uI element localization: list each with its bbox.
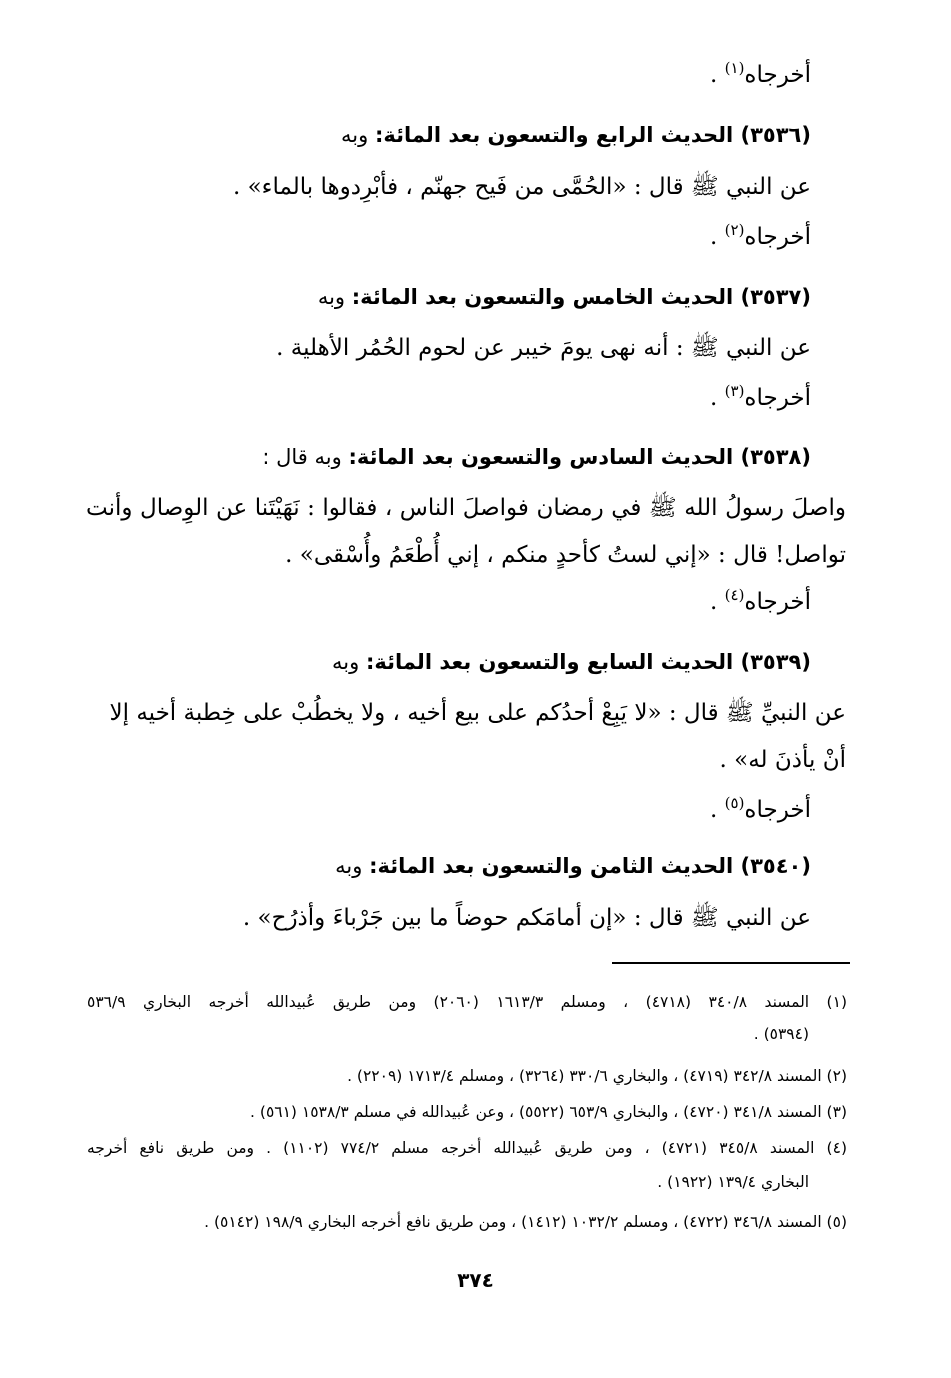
footnote-ref: (٢) <box>724 221 745 239</box>
hadith-heading-title: (٣٥٤٠) الحديث الثامن والتسعون بعد المائة: <box>369 854 811 878</box>
hadith-heading-tail: وبه <box>335 854 370 878</box>
hadith-text: عن النبي ﷺ : أنه نهى يومَ خيبر عن لحوم الحُمُر الأهلية . <box>276 335 811 361</box>
hadith-text-line2: أنْ يأذنَ له» . <box>719 747 846 773</box>
hadith-heading-title: (٣٥٣٩) الحديث السابع والتسعون بعد المائة: <box>365 650 811 674</box>
takhrij-dot: . <box>710 385 725 411</box>
takhrij-dot: . <box>710 797 725 823</box>
takhrij-line <box>0 585 951 619</box>
hadith-heading <box>0 280 951 314</box>
takhrij-dot: . <box>710 224 725 250</box>
hadith-heading <box>0 440 951 474</box>
takhrij-text: أخرجاه <box>744 224 811 250</box>
hadith-text-line1: واصلَ رسولُ الله ﷺ في رمضان فواصلَ الناس ، فقالوا : نَهَيْتَنا عن الوِصال وأنت <box>86 495 846 521</box>
takhrij-text: أخرجاه <box>744 797 811 823</box>
footnote-5: (٥) المسند ٣٤٦/٨ (٤٧٢٢) ، ومسلم ١٠٣٢/٢ (١٤١٢) ، ومن طريق نافع أخرجه البخاري ١٩٨/٩ (٥١٤٢) . <box>204 1213 847 1231</box>
page-number: ٣٧٤ <box>457 1268 494 1292</box>
takhrij-line <box>0 793 951 827</box>
takhrij-dot: . <box>710 589 725 615</box>
hadith-text: عن النبي ﷺ قال : «إن أمامَكم حوضاً ما بين جَرْباءَ وأذرُح» . <box>242 905 811 931</box>
footnote-ref: (٥) <box>724 794 745 812</box>
hadith-heading-tail: وبه <box>332 650 366 674</box>
hadith-heading <box>0 118 951 152</box>
hadith-heading-title: (٣٥٣٧) الحديث الخامس والتسعون بعد المائة: <box>351 285 811 309</box>
footnote-1-line2: (٥٣٩٤) . <box>753 1025 809 1043</box>
footnote-ref: (٣) <box>724 382 745 400</box>
footnote-4-line1: (٤) المسند ٣٤٥/٨ (٤٧٢١) ، ومن طريق عُبيدالله أخرجه مسلم ٧٧٤/٢ (١١٠٢) . ومن طريق نافع أخرجه <box>87 1139 847 1157</box>
hadith-text-line1 <box>86 696 846 730</box>
takhrij-text: أخرجاه <box>744 385 811 411</box>
footnote-4-line2: البخاري ١٣٩/٤ (١٩٢٢) . <box>657 1173 809 1191</box>
hadith-heading-title: (٣٥٣٦) الحديث الرابع والتسعون بعد المائة: <box>374 123 811 147</box>
takhrij-text: أخرجاه <box>744 589 811 615</box>
hadith-text: عن النبي ﷺ قال : «الحُمَّى من فَيح جهنّم ، فأبْرِدوها بالماء» . <box>232 174 811 200</box>
hadith-heading <box>0 645 951 679</box>
footnote-3: (٣) المسند ٣٤١/٨ (٤٧٢٠) ، والبخاري ٦٥٣/٩ (٥٥٢٢) ، وعن عُبيدالله في مسلم ١٥٣٨/٣ (٥٦١) . <box>250 1103 847 1121</box>
hadith-heading-tail: وبه قال : <box>262 445 349 469</box>
footnote-ref: (٤) <box>724 586 745 604</box>
takhrij-text: أخرجاه <box>744 62 811 88</box>
hadith-heading-tail: وبه <box>317 285 352 309</box>
footnote-2: (٢) المسند ٣٤٢/٨ (٤٧١٩) ، والبخاري ٣٣٠/٦ (٣٢٦٤) ، ومسلم ١٧١٣/٤ (٢٢٠٩) . <box>347 1067 847 1085</box>
hadith-heading-tail: وبه <box>341 123 375 147</box>
takhrij-line <box>0 381 951 415</box>
takhrij-line <box>0 58 951 92</box>
hadith-text-line1-body: عن النبيِّ ﷺ قال : «لا يَبِعْ أحدُكم على بيع أخيه ، ولا يخطُبْ على خِطبة أخيه إلا <box>109 700 846 726</box>
takhrij-line <box>0 220 951 254</box>
takhrij-dot: . <box>710 62 725 88</box>
hadith-heading-title: (٣٥٣٨) الحديث السادس والتسعون بعد المائة: <box>348 445 811 469</box>
footnote-separator <box>612 962 850 964</box>
footnote-1-line1: (١) المسند ٣٤٠/٨ (٤٧١٨) ، ومسلم ١٦١٣/٣ (٢٠٦٠) ومن طريق عُبيدالله أخرجه البخاري ٥٣٦/٩ <box>87 993 847 1011</box>
hadith-text-line2: تواصل! قال : «إني لستُ كأحدٍ منكم ، إني أُطْعَمُ وأُسْقى» . <box>285 542 846 568</box>
hadith-heading <box>0 849 951 883</box>
footnote-ref: (١) <box>724 59 745 77</box>
